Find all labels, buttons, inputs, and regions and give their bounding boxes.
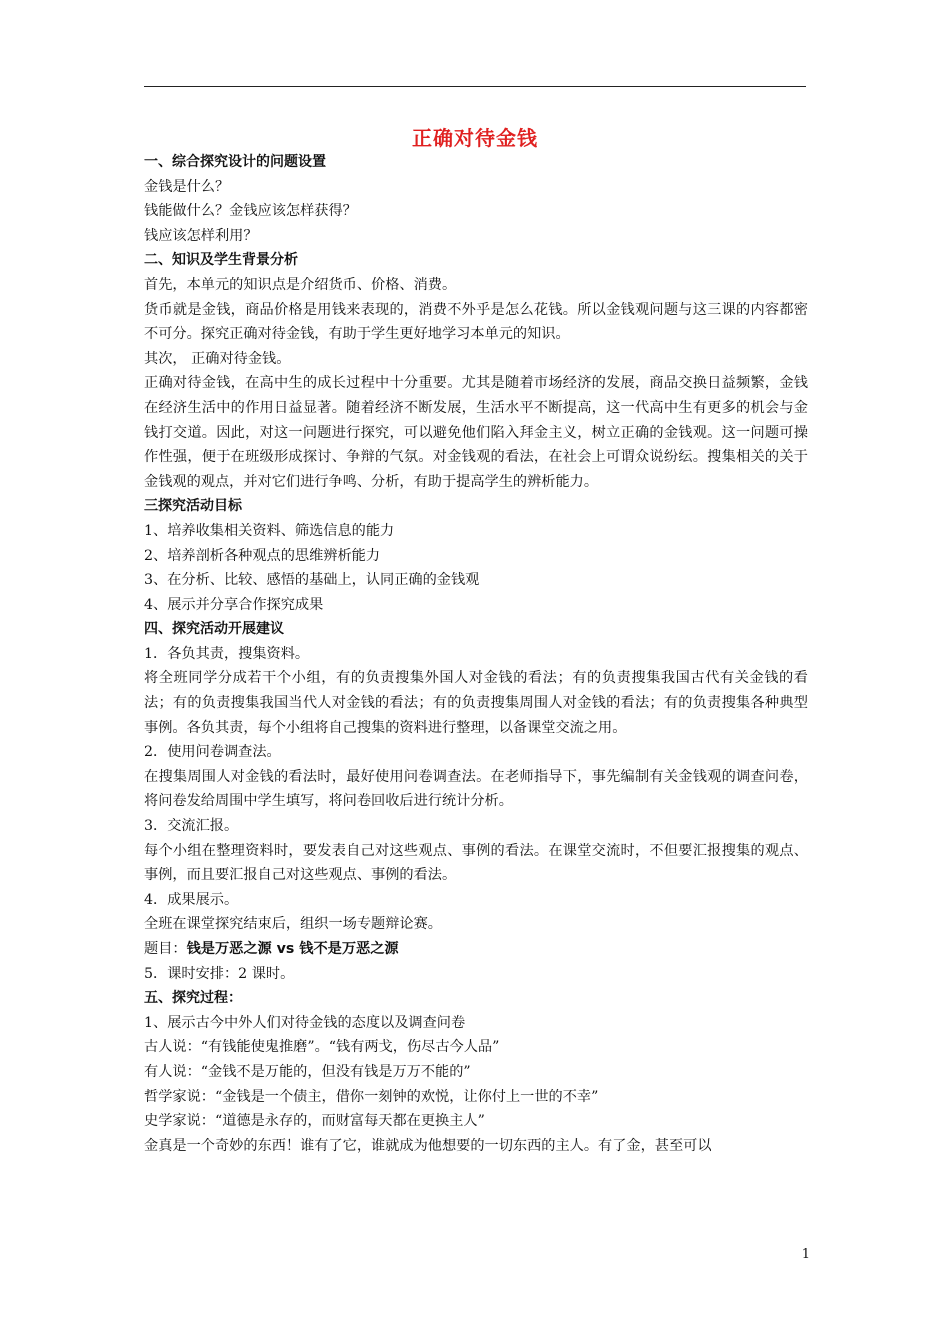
header-rule xyxy=(144,86,806,87)
paragraph xyxy=(144,912,808,937)
paragraph xyxy=(144,224,808,249)
paragraph xyxy=(144,544,808,569)
section-heading xyxy=(144,494,808,519)
paragraph xyxy=(144,347,808,372)
paragraph xyxy=(144,199,808,224)
section-heading xyxy=(144,617,808,642)
paragraph xyxy=(144,175,808,200)
paragraph xyxy=(144,1134,808,1159)
paragraph-text: 5．课时安排：2 课时。 xyxy=(144,965,295,982)
paragraph-text: 1、培养收集相关资料、筛选信息的能力 xyxy=(144,522,395,539)
paragraph-text: 货币就是金钱，商品价格是用钱来表现的，消费不外乎是怎么花钱。所以金钱观问题与这三课的内容都密不可分。探究正确对待金钱，有助于学生更好地学习本单元的知识。 xyxy=(144,301,808,343)
paragraph xyxy=(144,273,808,298)
paragraph xyxy=(144,1035,808,1060)
paragraph-text: 每个小组在整理资料时，要发表自己对这些观点、事例的看法。在课堂交流时，不但要汇报搜集的观点、事例，而且要汇报自己对这些观点、事例的看法。 xyxy=(144,842,808,884)
paragraph-text: 正确对待金钱，在高中生的成长过程中十分重要。尤其是随着市场经济的发展，商品交换日益频繁，金钱在经济生活中的作用日益显著。随着经济不断发展，生活水平不断提高，这一代高中生有更多的机会与金钱打交道。因此，对这一问题进行探究，可以避免他们陷入拜金主义，树立正确的金钱观。这一问题可操作性强，便于在班级形成探讨、争辩的气氛。对金钱观的看法，在社会上可谓众说纷纭。搜集相关的关于金钱观的观点，并对它们进行争鸣、分析，有助于提高学生的辨析能力。 xyxy=(144,375,808,490)
paragraph xyxy=(144,962,808,987)
paragraph xyxy=(144,642,808,667)
paragraph xyxy=(144,666,808,740)
paragraph-text: 题目： xyxy=(144,941,187,957)
section-heading xyxy=(144,248,808,273)
paragraph xyxy=(144,765,808,814)
paragraph-text: 二、知识及学生背景分析 xyxy=(144,252,298,269)
paragraph xyxy=(144,1109,808,1134)
paragraph-text: 钱能做什么？金钱应该怎样获得？ xyxy=(144,203,357,220)
paragraph-text: 1、展示古今中外人们对待金钱的态度以及调查问卷 xyxy=(144,1014,466,1031)
paragraph-text: 金钱是什么？ xyxy=(144,178,230,195)
paragraph-text: 其次， 正确对待金钱。 xyxy=(144,350,291,367)
paragraph xyxy=(144,839,808,888)
paragraph-text: 三探究活动目标 xyxy=(144,498,242,515)
paragraph-text: 4、展示并分享合作探究成果 xyxy=(144,596,324,613)
paragraph xyxy=(144,298,808,347)
paragraph-text: 4．成果展示。 xyxy=(144,891,239,908)
paragraph xyxy=(144,593,808,618)
paragraph-text: 2、培养剖析各种观点的思维辨析能力 xyxy=(144,547,381,564)
paragraph xyxy=(144,937,808,962)
paragraph-text: 五、探究过程： xyxy=(144,990,242,1007)
paragraph-text: 史学家说：“道德是永存的，而财富每天都在更换主人” xyxy=(144,1113,485,1130)
paragraph-text: 3．交流汇报。 xyxy=(144,818,239,835)
paragraph xyxy=(144,1085,808,1110)
paragraph-text: 古人说：“有钱能使鬼推磨”。“钱有两戈，伤尽古今人品” xyxy=(144,1039,500,1056)
paragraph xyxy=(144,568,808,593)
page-number: 1 xyxy=(801,1247,810,1262)
paragraph-text: 钱应该怎样利用？ xyxy=(144,227,258,244)
paragraph-text: 3、在分析、比较、感悟的基础上，认同正确的金钱观 xyxy=(144,572,480,589)
paragraph xyxy=(144,371,808,494)
paragraph xyxy=(144,740,808,765)
paragraph xyxy=(144,1011,808,1036)
paragraph-text: 2．使用问卷调查法。 xyxy=(144,744,281,761)
paragraph-text: 将全班同学分成若干个小组，有的负责搜集外国人对金钱的看法；有的负责搜集我国古代有关金钱的看法；有的负责搜集我国当代人对金钱的看法；有的负责搜集周围人对金钱的看法；有的负责搜集各种典型事例。各负其责，每个小组将自己搜集的资料进行整理，以备课堂交流之用。 xyxy=(144,670,808,736)
paragraph xyxy=(144,888,808,913)
document-body xyxy=(144,150,808,1158)
document-title: 正确对待金钱 xyxy=(412,126,538,150)
paragraph-text: 有人说：“金钱不是万能的，但没有钱是万万不能的” xyxy=(144,1063,471,1080)
paragraph-text: 1．各负其责，搜集资料。 xyxy=(144,645,310,662)
paragraph xyxy=(144,814,808,839)
paragraph-text: 在搜集周围人对金钱的看法时，最好使用问卷调查法。在老师指导下，事先编制有关金钱观的调查问卷，将问卷发给周围中学生填写，将问卷回收后进行统计分析。 xyxy=(144,768,808,810)
paragraph-text: 一、综合探究设计的问题设置 xyxy=(144,154,326,170)
paragraph-text: 哲学家说：“金钱是一个债主，借你一刻钟的欢悦，让你付上一世的不幸” xyxy=(144,1088,599,1105)
debate-topic: 钱是万恶之源 vs 钱不是万恶之源 xyxy=(186,941,399,957)
paragraph-text: 首先，本单元的知识点是介绍货币、价格、消费。 xyxy=(144,276,457,293)
paragraph xyxy=(144,1060,808,1085)
section-heading xyxy=(144,150,808,175)
paragraph-text: 金真是一个奇妙的东西！谁有了它，谁就成为他想要的一切东西的主人。有了金，甚至可以 xyxy=(144,1137,712,1154)
paragraph xyxy=(144,519,808,544)
section-heading xyxy=(144,986,808,1011)
paragraph-text: 全班在课堂探究结束后，组织一场专题辩论赛。 xyxy=(144,916,442,933)
paragraph-text: 四、探究活动开展建议 xyxy=(144,621,284,638)
